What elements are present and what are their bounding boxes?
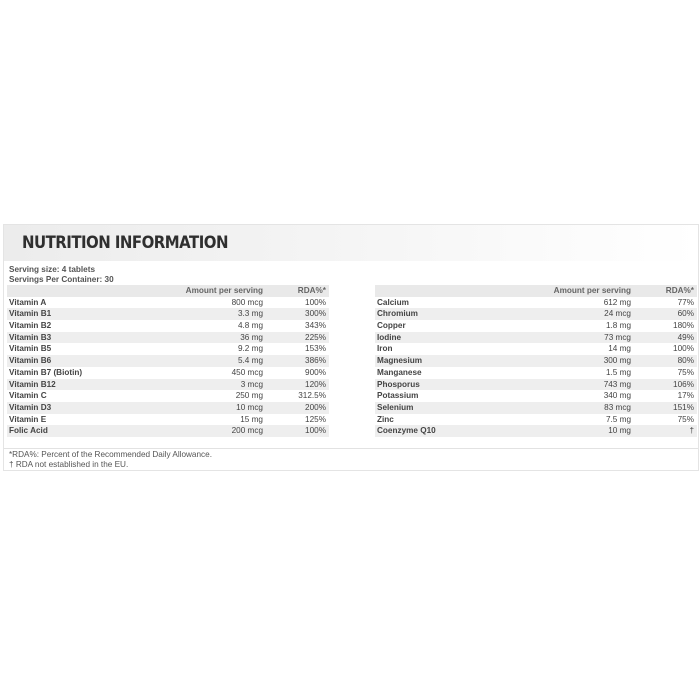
nutrient-name: Vitamin B1	[9, 309, 52, 319]
table-header-row	[375, 285, 697, 297]
amount-per-serving: 1.5 mg	[605, 367, 631, 377]
rda-header: RDA%*	[665, 286, 694, 295]
nutrient-name: Zinc	[377, 414, 394, 424]
table-row	[7, 320, 329, 332]
nutrient-name: Vitamin B5	[9, 344, 52, 354]
amount-per-serving: 24 mcg	[604, 309, 631, 319]
nutrient-name: Vitamin A	[9, 297, 47, 307]
table-header-row	[7, 285, 329, 297]
rda-percent: 120%	[305, 379, 326, 389]
amount-per-serving: 612 mg	[603, 297, 631, 307]
amount-per-serving: 250 mg	[235, 391, 263, 401]
amount-per-serving: 7.5 mg	[605, 414, 631, 424]
table-row	[7, 425, 329, 437]
footnote-dagger: † RDA not established in the EU.	[9, 460, 129, 469]
rda-percent: †	[689, 426, 694, 436]
amount-per-serving: 36 mg	[240, 332, 263, 342]
amount-per-serving: 83 mcg	[604, 402, 631, 412]
nutrient-name: Vitamin D3	[9, 402, 52, 412]
rda-percent: 312.5%	[298, 391, 326, 401]
rda-percent: 75%	[677, 414, 694, 424]
amount-per-serving: 3 mcg	[240, 379, 263, 389]
table-row	[375, 343, 697, 355]
rda-percent: 200%	[305, 402, 326, 412]
rda-percent: 386%	[305, 356, 326, 366]
nutrient-name: Selenium	[377, 402, 414, 412]
table-row	[375, 425, 697, 437]
amount-header: Amount per serving	[553, 286, 631, 295]
amount-per-serving: 9.2 mg	[237, 344, 263, 354]
table-row	[375, 320, 697, 332]
amount-per-serving: 73 mcg	[604, 332, 631, 342]
table-row	[7, 414, 329, 426]
table-row	[7, 402, 329, 414]
nutrient-name: Vitamin B3	[9, 332, 52, 342]
rda-percent: 125%	[305, 414, 326, 424]
serving-size: Serving size: 4 tablets	[9, 265, 96, 274]
nutrient-name: Coenzyme Q10	[377, 426, 436, 436]
amount-per-serving: 340 mg	[603, 391, 631, 401]
rda-percent: 100%	[305, 426, 326, 436]
nutrient-name: Vitamin E	[9, 414, 47, 424]
rda-percent: 80%	[677, 356, 694, 366]
amount-per-serving: 15 mg	[240, 414, 263, 424]
rda-header: RDA%*	[297, 286, 326, 295]
nutrient-name: Calcium	[377, 297, 409, 307]
footnote-divider	[4, 448, 698, 449]
nutrient-name: Vitamin B2	[9, 321, 52, 331]
table-row	[7, 379, 329, 391]
amount-per-serving: 300 mg	[603, 356, 631, 366]
nutrient-name: Vitamin B12	[9, 379, 56, 389]
left-nutrient-table	[7, 285, 329, 437]
nutrient-name: Iodine	[377, 332, 402, 342]
amount-per-serving: 10 mcg	[236, 402, 263, 412]
table-row	[7, 332, 329, 344]
rda-percent: 225%	[305, 332, 326, 342]
rda-percent: 300%	[305, 309, 326, 319]
table-row	[375, 308, 697, 320]
rda-percent: 343%	[305, 321, 326, 331]
table-row	[7, 367, 329, 379]
rda-percent: 77%	[677, 297, 694, 307]
table-row	[375, 402, 697, 414]
table-row	[7, 343, 329, 355]
right-nutrient-table	[375, 285, 697, 437]
rda-percent: 100%	[305, 297, 326, 307]
nutrition-panel	[3, 224, 699, 471]
panel-header	[4, 225, 698, 261]
amount-per-serving: 800 mcg	[231, 297, 263, 307]
nutrient-name: Iron	[377, 344, 393, 354]
amount-per-serving: 14 mg	[608, 344, 631, 354]
amount-per-serving: 200 mcg	[231, 426, 263, 436]
table-row	[375, 379, 697, 391]
amount-header: Amount per serving	[185, 286, 263, 295]
panel-title: NUTRITION INFORMATION	[22, 233, 228, 253]
footnote-rda: *RDA%: Percent of the Recommended Daily Allowance.	[9, 450, 212, 459]
nutrient-name: Copper	[377, 321, 406, 331]
table-row	[375, 414, 697, 426]
table-row	[7, 308, 329, 320]
table-row	[7, 297, 329, 309]
nutrient-name: Chromium	[377, 309, 418, 319]
rda-percent: 100%	[673, 344, 694, 354]
nutrient-name: Vitamin C	[9, 391, 47, 401]
nutrient-name: Phosporus	[377, 379, 420, 389]
amount-per-serving: 1.8 mg	[605, 321, 631, 331]
amount-per-serving: 450 mcg	[231, 367, 263, 377]
table-row	[375, 332, 697, 344]
rda-percent: 106%	[673, 379, 694, 389]
rda-percent: 153%	[305, 344, 326, 354]
amount-per-serving: 5.4 mg	[237, 356, 263, 366]
table-row	[375, 355, 697, 367]
rda-percent: 75%	[677, 367, 694, 377]
rda-percent: 17%	[677, 391, 694, 401]
table-row	[7, 390, 329, 402]
rda-percent: 151%	[673, 402, 694, 412]
nutrient-name: Folic Acid	[9, 426, 48, 436]
rda-percent: 180%	[673, 321, 694, 331]
table-row	[375, 367, 697, 379]
rda-percent: 60%	[677, 309, 694, 319]
nutrient-name: Magnesium	[377, 356, 423, 366]
amount-per-serving: 4.8 mg	[237, 321, 263, 331]
amount-per-serving: 3.3 mg	[237, 309, 263, 319]
nutrient-name: Vitamin B7 (Biotin)	[9, 367, 83, 377]
table-row	[7, 355, 329, 367]
table-row	[375, 390, 697, 402]
table-row	[375, 297, 697, 309]
nutrient-name: Manganese	[377, 367, 422, 377]
nutrient-name: Vitamin B6	[9, 356, 52, 366]
rda-percent: 900%	[305, 367, 326, 377]
amount-per-serving: 743 mg	[603, 379, 631, 389]
rda-percent: 49%	[677, 332, 694, 342]
amount-per-serving: 10 mg	[608, 426, 631, 436]
nutrient-name: Potassium	[377, 391, 419, 401]
servings-per-container: Servings Per Container: 30	[9, 275, 114, 284]
